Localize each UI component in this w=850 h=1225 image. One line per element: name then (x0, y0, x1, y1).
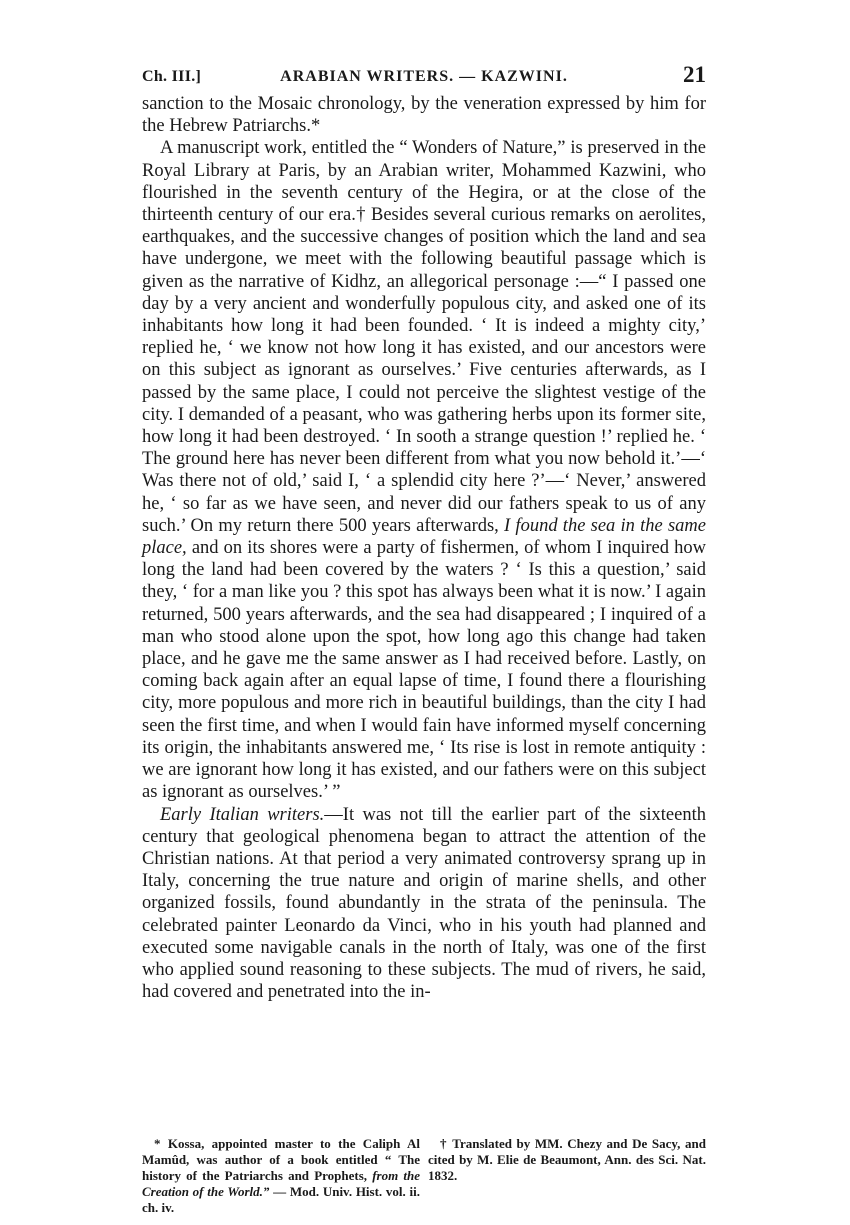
page-number: 21 (683, 62, 706, 87)
paragraph-1: sanction to the Mosaic chronology, by the veneration expressed by him for the Hebrew Patriarchs.* (142, 94, 706, 137)
running-title: ARABIAN WRITERS. — KAZWINI. (280, 68, 568, 85)
footnote-column-right (428, 1136, 706, 1216)
footnote-column-left (142, 1136, 420, 1216)
section-heading-italian-writers: Early Italian writers. (160, 804, 325, 825)
footnotes (142, 1136, 706, 1216)
running-header (142, 62, 706, 92)
chapter-label: Ch. III.] (142, 68, 202, 85)
footnote-1-tail: — Mod. Univ. Hist. vol. ii. ch. iv. (142, 1184, 420, 1215)
paragraph-2-tail: and on its shores were a party of fishermen, of whom I inquired how long the land had been covered by the waters ? ‘ Is this a question,’ said they, ‘ for a man like you ? this spot has always been what it is now.’ I again returned, 500 years afterwards, and the sea had disappeared ; I inquired of a man who stood alone upon the spot, how long ago this change had taken place, and he gave me the same answer as I had received before. Lastly, on coming back again after an equal lapse of time, I found there a flourishing city, more populous and more rich in beautiful buildings, than the city I had seen the first time, and when I would fain have informed myself concerning its origin, the inhabitants answered me, ‘ Its rise is lost in remote antiquity : we are ignorant how long it has existed, and our fathers were on this subject as ignorant as ourselves.’ ” (142, 538, 707, 803)
footnote-1-text: * Kossa, appointed master to the Caliph Al Mamûd, was author of a book entitled “ The history of the Patriarchs and Prophets, (142, 1136, 420, 1183)
footnote-1 (142, 1136, 420, 1216)
paragraph-2 (142, 137, 706, 803)
main-text (142, 93, 706, 1003)
paragraph-2-text: A manuscript work, entitled the “ Wonders of Nature,” is preserved in the Royal Library at Paris, by an Arabian writer, Mohammed Kazwini, who flourished in the seventh century of the Hegira, or at the close of the thirteenth century of our era.† Besides several curious remarks on aerolites, earthquakes, and the successive changes of position which the land and sea have undergone, we meet with the following beautiful passage which is given as the narrative of Kidhz, an allegorical personage :—“ I passed one day by a very ancient and wonderfully populous city, and asked one of its inhabitants how long it had been founded. ‘ It is indeed a mighty city,’ replied he, ‘ we know not how long it has existed, and our ancestors were on this subject as ignorant as ourselves.’ Five centuries afterwards, as I passed by the same place, I could not perceive the slightest vestige of the city. I demanded of a peasant, who was gathering herbs upon its former site, how long it had been destroyed. ‘ In sooth a strange question !’ replied he. ‘ The ground here has never been different from what you now behold it.’—‘ Was there not of old,’ said I, ‘ a splendid city here ?’—‘ Never,’ answered he, ‘ so far as we have seen, and never did our fathers speak to us of any such.’ On my return there 500 years afterwards, (142, 138, 706, 536)
paragraph-3 (142, 804, 706, 1004)
paragraph-3-text: —It was not till the earlier part of the sixteenth century that geological phenomena began to attract the attention of the Christian nations. At that period a very animated controversy sprang up in Italy, concerning the true nature and origin of marine shells, and other organized fossils, found abundantly in the strata of the peninsula. The celebrated painter Leonardo da Vinci, who in his youth had planned and executed some navigable canals in the north of Italy, was one of the first who applied sound reasoning to these subjects. The mud of rivers, he said, had covered and penetrated into the in- (142, 804, 706, 1003)
footnote-2: † Translated by MM. Chezy and De Sacy, and cited by M. Elie de Beaumont, Ann. des Sci. Nat. 1832. (428, 1136, 706, 1183)
footnote-1-italic: from the Creation of the World.” (142, 1168, 420, 1199)
paragraph-2-italic: I found the sea in the same place, (142, 515, 707, 559)
